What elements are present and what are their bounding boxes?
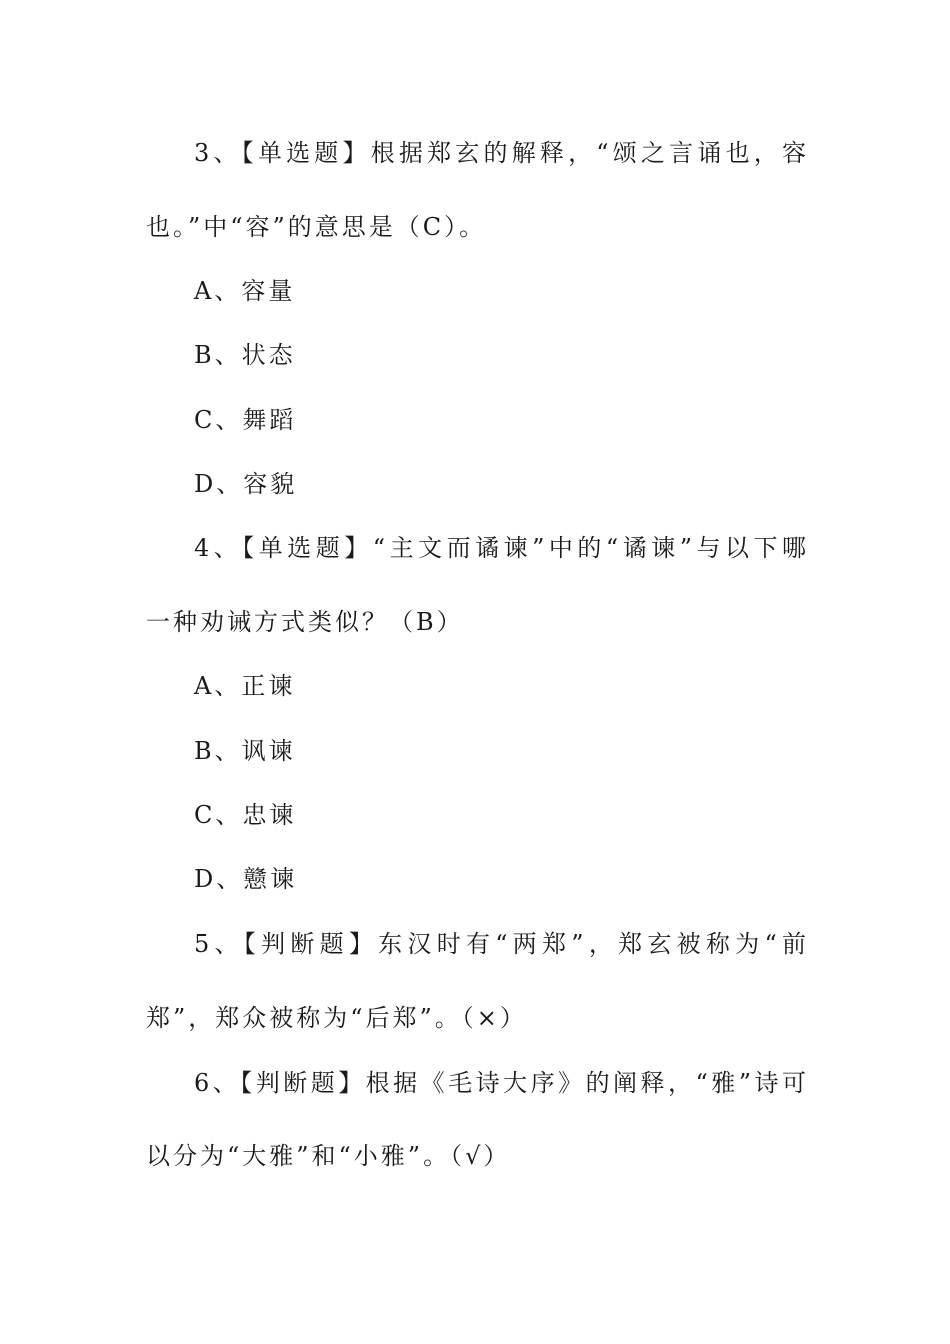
- question-3-option-c: C、舞蹈: [194, 406, 297, 434]
- question-6-line-1: 6、【判断题】根据《毛诗大序》的阐释，“雅”诗可: [194, 1069, 806, 1097]
- question-4-option-b: B、讽谏: [194, 737, 296, 765]
- question-4-option-c: C、忠谏: [194, 801, 297, 829]
- question-3-line-2: 也。”中“容”的意思是（C）。: [146, 213, 487, 241]
- question-5-line-1: 5、【判断题】东汉时有“两郑”，郑玄被称为“前: [194, 930, 806, 958]
- question-3-line-1: 3、【单选题】根据郑玄的解释，“颂之言诵也，容: [194, 139, 806, 167]
- question-3-option-d: D、容貌: [194, 470, 298, 498]
- question-4-line-2: 一种劝诫方式类似？（B）: [146, 608, 464, 636]
- question-3-option-a: A、容量: [194, 277, 296, 305]
- question-6-line-2: 以分为“大雅”和“小雅”。（√）: [146, 1142, 511, 1170]
- question-4-option-d: D、戆谏: [194, 865, 298, 893]
- question-3-option-b: B、状态: [194, 341, 296, 369]
- question-4-option-a: A、正谏: [194, 672, 296, 700]
- question-5-line-2: 郑”，郑众被称为“后郑”。（×）: [146, 1004, 527, 1032]
- question-4-line-1: 4、【单选题】“主文而谲谏”中的“谲谏”与以下哪: [194, 534, 806, 562]
